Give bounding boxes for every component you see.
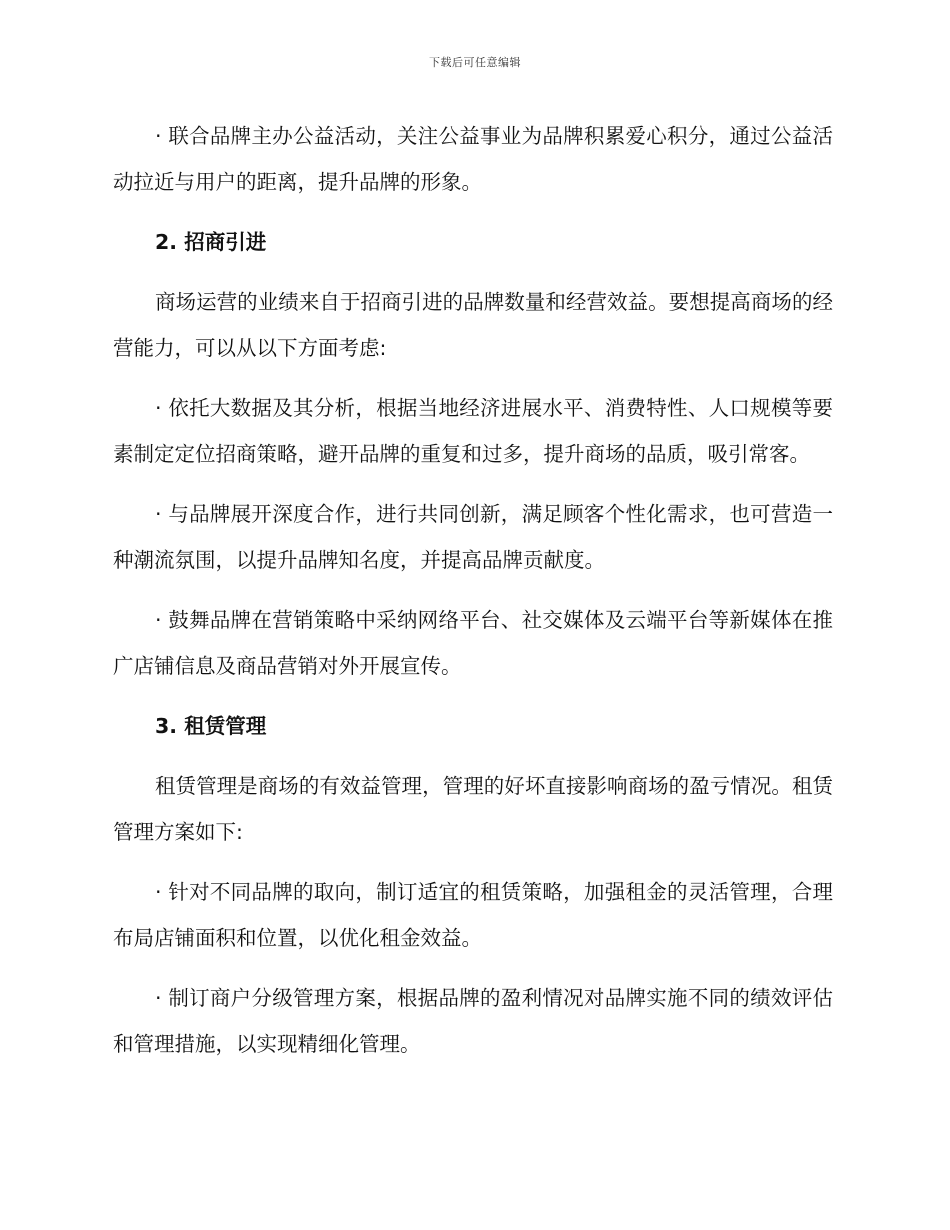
document-body <box>113 113 833 1081</box>
paragraph-leasing-strategy: · 针对不同品牌的取向，制订适宜的租赁策略，加强租金的灵活管理，合理布局店铺面积和位置，以优化租金效益。 <box>113 880 833 950</box>
paragraph-brand-cooperation: · 与品牌展开深度合作，进行共同创新，满足顾客个性化需求，也可营造一种潮流氛围，以提升品牌知名度，并提高品牌贡献度。 <box>113 502 833 572</box>
paragraph-investment-intro: 商场运营的业绩来自于招商引进的品牌数量和经营效益。要想提高商场的经营能力，可以从以下方面考虑: <box>113 290 833 360</box>
paragraph-leasing-intro: 租赁管理是商场的有效益管理，管理的好坏直接影响商场的盈亏情况。租赁管理方案如下: <box>113 774 833 844</box>
paragraph-charity-activities: · 联合品牌主办公益活动，关注公益事业为品牌积累爱心积分，通过公益活动拉近与用户的距离，提升品牌的形象。 <box>113 124 833 194</box>
paragraph-new-media: · 鼓舞品牌在营销策略中采纳网络平台、社交媒体及云端平台等新媒体在推广店铺信息及商品营销对外开展宣传。 <box>113 608 833 678</box>
paragraph-tenant-grading: · 制订商户分级管理方案，根据品牌的盈利情况对品牌实施不同的绩效评估和管理措施，以实现精细化管理。 <box>113 986 833 1056</box>
section-heading-leasing: 3. 租赁管理 <box>155 714 267 738</box>
paragraph-big-data: · 依托大数据及其分析，根据当地经济进展水平、消费特性、人口规模等要素制定定位招商策略，避开品牌的重复和过多，提升商场的品质，吸引常客。 <box>113 396 833 466</box>
page-header: 下载后可任意编辑 <box>429 56 521 69</box>
section-heading-investment: 2. 招商引进 <box>155 230 267 254</box>
